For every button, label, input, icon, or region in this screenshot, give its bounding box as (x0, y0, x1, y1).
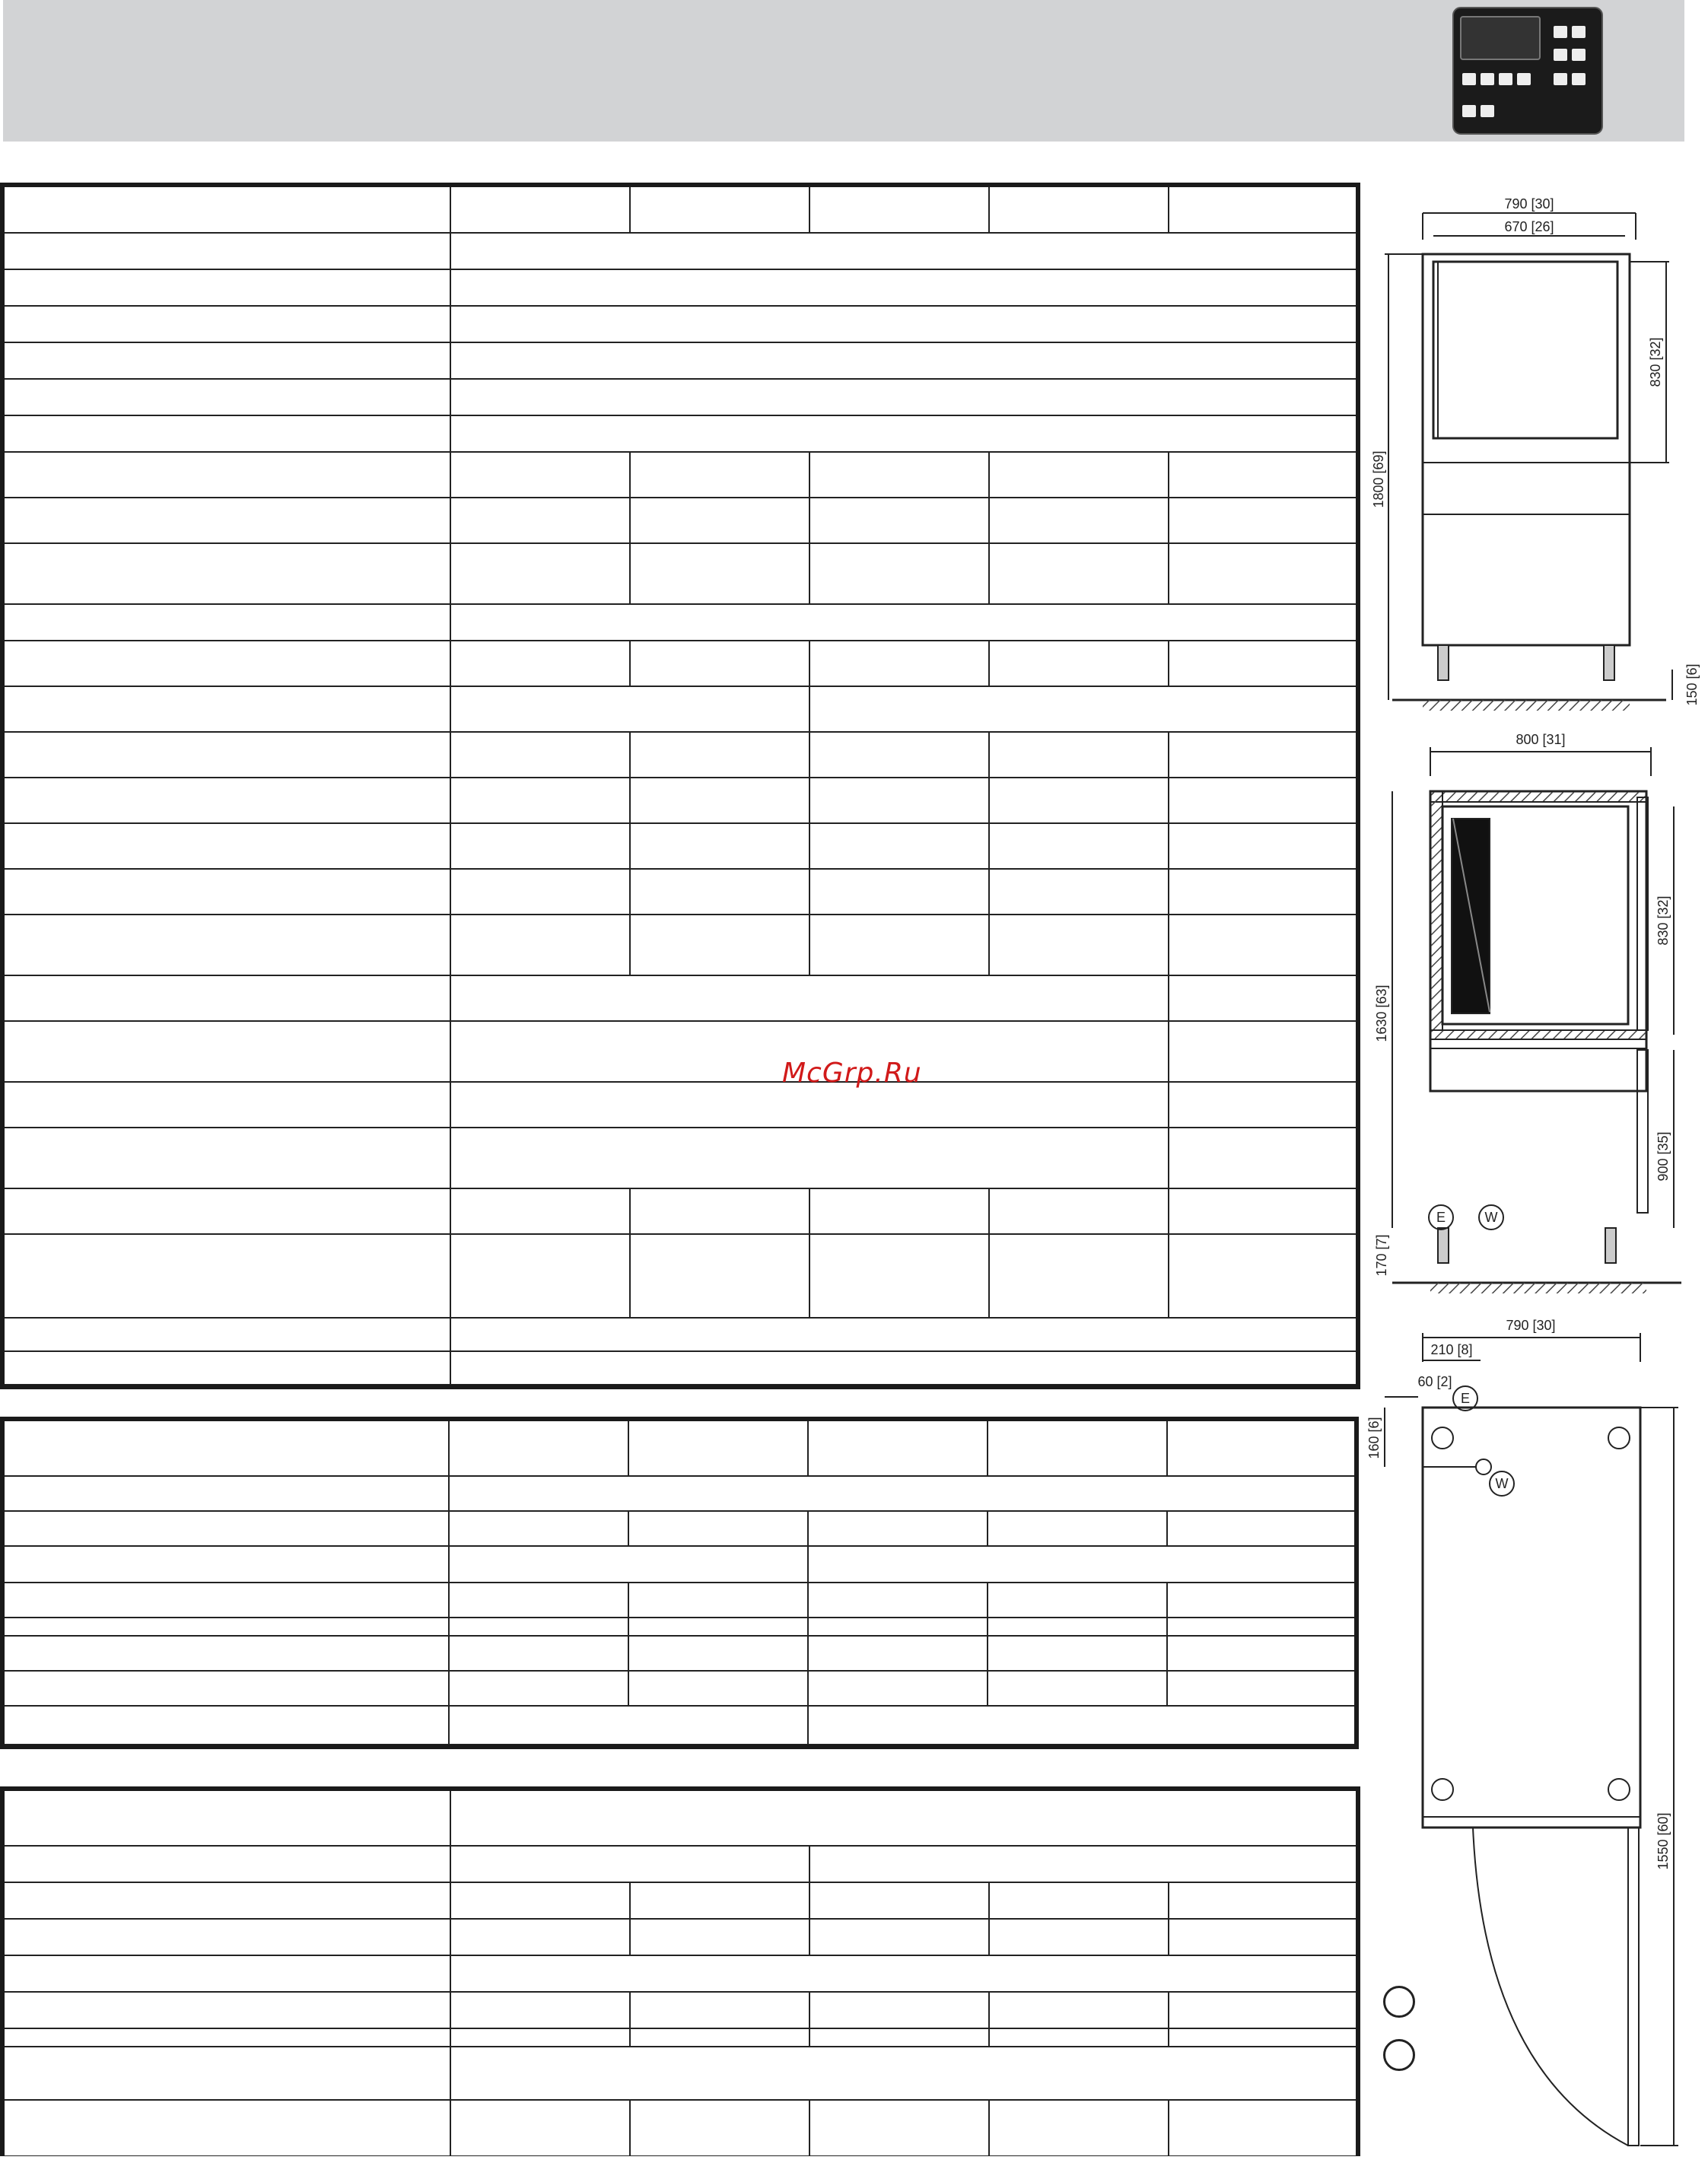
top-depth-with-door: 1550 [60] (1656, 1812, 1671, 1870)
front-view-drawing (1385, 213, 1672, 711)
top-offset-small: 60 [2] (1417, 1374, 1452, 1389)
front-height-compartment: 830 [32] (1648, 337, 1663, 387)
front-height-legs: 150 [6] (1684, 663, 1700, 706)
spec-table-2-grid (5, 1421, 1354, 1745)
spec-table-3 (0, 1786, 1360, 2156)
top-offset-depth: 160 [6] (1366, 1417, 1382, 1459)
spec-table-2 (0, 1417, 1359, 1749)
legend-circle-e (1383, 1986, 1415, 2018)
side-label-w: W (1484, 1210, 1498, 1225)
side-label-e: E (1436, 1210, 1446, 1225)
side-height-total: 1630 [63] (1374, 985, 1389, 1042)
side-height-legs: 170 [7] (1374, 1234, 1389, 1277)
top-label-e: E (1460, 1391, 1471, 1406)
technical-drawings (1362, 175, 1708, 2156)
top-view-drawing (1385, 1333, 1678, 2146)
front-height-total: 1800 [69] (1371, 450, 1386, 508)
legend-circle-w (1383, 2039, 1415, 2071)
side-depth: 800 [31] (1516, 732, 1566, 747)
control-panel-thumbnail (1452, 6, 1604, 135)
spec-table-3-grid (5, 1791, 1356, 2156)
spec-table-1-grid (5, 187, 1356, 1385)
display-screen-icon (1461, 17, 1540, 59)
front-width-outer: 790 [30] (1504, 196, 1554, 212)
top-offset-e: 210 [8] (1430, 1342, 1473, 1357)
watermark: McGrp.Ru (782, 1058, 922, 1089)
front-width-inner: 670 [26] (1504, 219, 1554, 234)
side-height-lower: 900 [35] (1656, 1131, 1671, 1182)
side-height-upper: 830 [32] (1656, 895, 1671, 946)
top-label-w: W (1495, 1476, 1509, 1491)
spec-table-1 (0, 183, 1360, 1389)
top-width: 790 [30] (1506, 1318, 1556, 1333)
header-band (3, 0, 1684, 142)
